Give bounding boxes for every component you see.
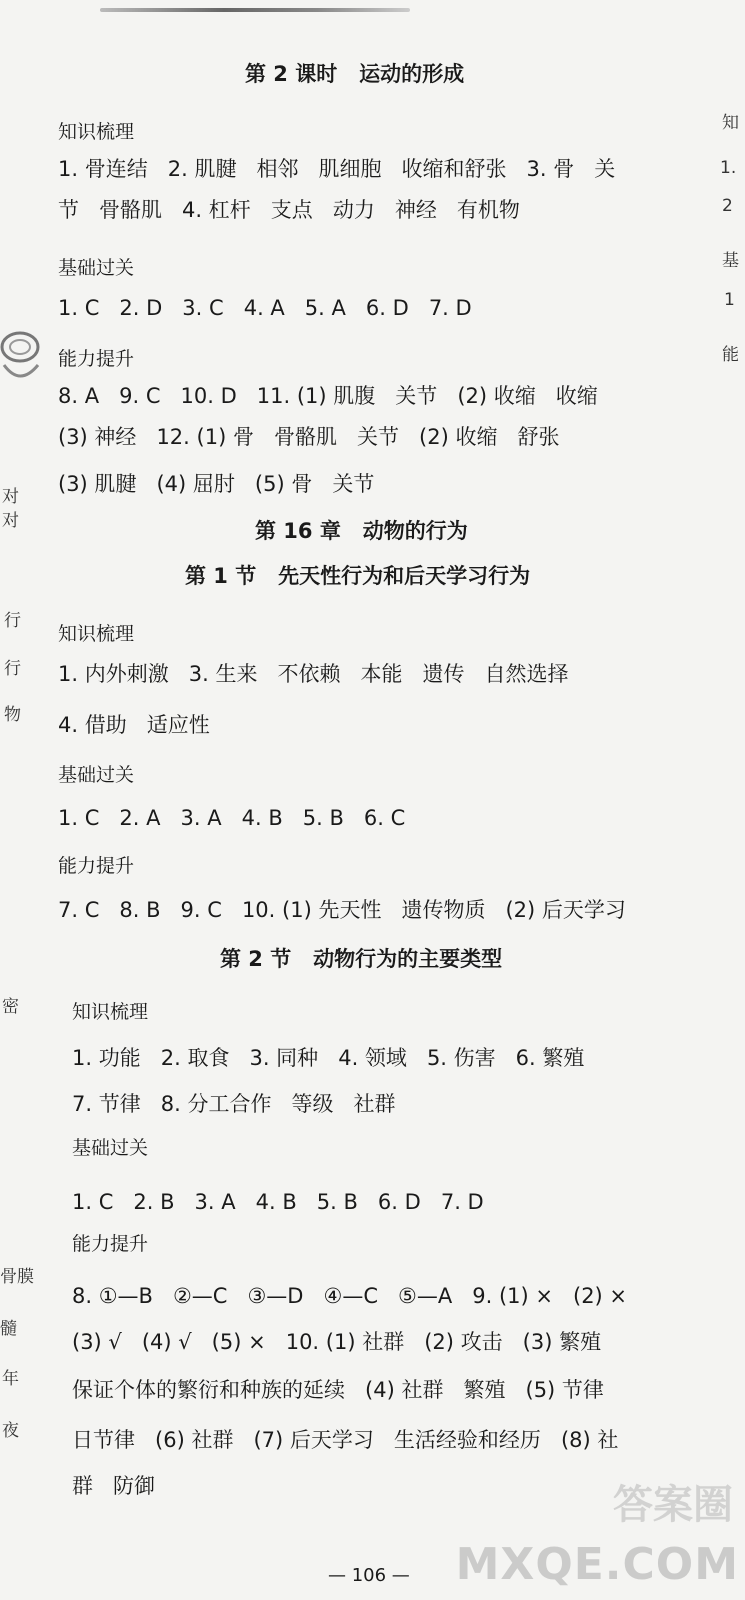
margin-fragment: 能 xyxy=(722,345,739,365)
margin-fragment: 对 xyxy=(2,511,19,531)
section-heading: 知识梳理 xyxy=(58,623,135,645)
answer-line: 7. C 8. B 9. C 10. (1) 先天性 遗传物质 (2) 后天学习 xyxy=(58,898,626,922)
margin-fragment: 2 xyxy=(722,196,733,216)
margin-fragment: 密 xyxy=(2,997,19,1017)
answer-line: 节 骨骼肌 4. 杠杆 支点 动力 神经 有机物 xyxy=(58,198,520,222)
section-heading: 基础过关 xyxy=(58,257,135,279)
watermark-logo: 答案圈 xyxy=(613,1482,733,1528)
margin-fragment: 基 xyxy=(722,251,739,271)
page-number: — 106 — xyxy=(328,1565,410,1586)
margin-fragment: 1. xyxy=(720,158,737,178)
answer-line: 1. C 2. D 3. C 4. A 5. A 6. D 7. D xyxy=(58,296,472,320)
answer-line: 1. 内外刺激 3. 生来 不依赖 本能 遗传 自然选择 xyxy=(58,662,569,686)
margin-fragment: 对 xyxy=(2,487,19,507)
answer-line: 8. ①—B ②—C ③—D ④—C ⑤—A 9. (1) × (2) × xyxy=(72,1284,628,1308)
section-heading: 能力提升 xyxy=(72,1233,149,1255)
answer-line: 日节律 (6) 社群 (7) 后天学习 生活经验和经历 (8) 社 xyxy=(72,1428,619,1452)
answer-line: 1. 功能 2. 取食 3. 同种 4. 领域 5. 伤害 6. 繁殖 xyxy=(72,1046,585,1070)
section-title: 第 2 节 动物行为的主要类型 xyxy=(220,947,503,971)
answer-line: 1. C 2. A 3. A 4. B 5. B 6. C xyxy=(58,806,406,830)
margin-fragment: 夜 xyxy=(2,1421,19,1441)
answer-line: 4. 借助 适应性 xyxy=(58,713,210,737)
margin-fragment: 骨膜 xyxy=(0,1267,34,1287)
margin-fragment: 行 xyxy=(4,659,21,679)
answer-line: (3) 神经 12. (1) 骨 骨骼肌 关节 (2) 收缩 舒张 xyxy=(58,425,560,449)
section-title: 第 1 节 先天性行为和后天学习行为 xyxy=(185,564,531,588)
watermark-url: MXQE.COM xyxy=(455,1539,739,1590)
answer-line: (3) √ (4) √ (5) × 10. (1) 社群 (2) 攻击 (3) 繁殖 xyxy=(72,1330,602,1354)
answer-line: 群 防御 xyxy=(72,1474,156,1498)
margin-fragment: 年 xyxy=(2,1369,19,1389)
margin-fragment: 髓 xyxy=(0,1319,17,1339)
answer-line: 7. 节律 8. 分工合作 等级 社群 xyxy=(72,1092,396,1116)
margin-fragment: 知 xyxy=(722,113,739,133)
section-heading: 能力提升 xyxy=(58,855,135,877)
section-heading: 知识梳理 xyxy=(58,121,135,143)
section-heading: 能力提升 xyxy=(58,348,135,370)
top-rule xyxy=(100,8,410,12)
margin-fragment: 物 xyxy=(4,705,21,725)
answer-line: 保证个体的繁衍和种族的延续 (4) 社群 繁殖 (5) 节律 xyxy=(72,1378,604,1402)
answer-line: 1. 骨连结 2. 肌腱 相邻 肌细胞 收缩和舒张 3. 骨 关 xyxy=(58,157,616,181)
answer-line: 1. C 2. B 3. A 4. B 5. B 6. D 7. D xyxy=(72,1190,484,1214)
margin-fragment: 行 xyxy=(4,611,21,631)
chapter-title: 第 16 章 动物的行为 xyxy=(255,519,468,543)
spiral-binding-icon xyxy=(0,325,46,395)
section-heading: 基础过关 xyxy=(72,1137,149,1159)
section-heading: 基础过关 xyxy=(58,764,135,786)
section-heading: 知识梳理 xyxy=(72,1001,149,1023)
answer-line: 8. A 9. C 10. D 11. (1) 肌腹 关节 (2) 收缩 收缩 xyxy=(58,384,598,408)
lesson-title: 第 2 课时 运动的形成 xyxy=(245,62,465,86)
answer-line: (3) 肌腱 (4) 屈肘 (5) 骨 关节 xyxy=(58,472,375,496)
margin-fragment: 1 xyxy=(724,290,735,310)
